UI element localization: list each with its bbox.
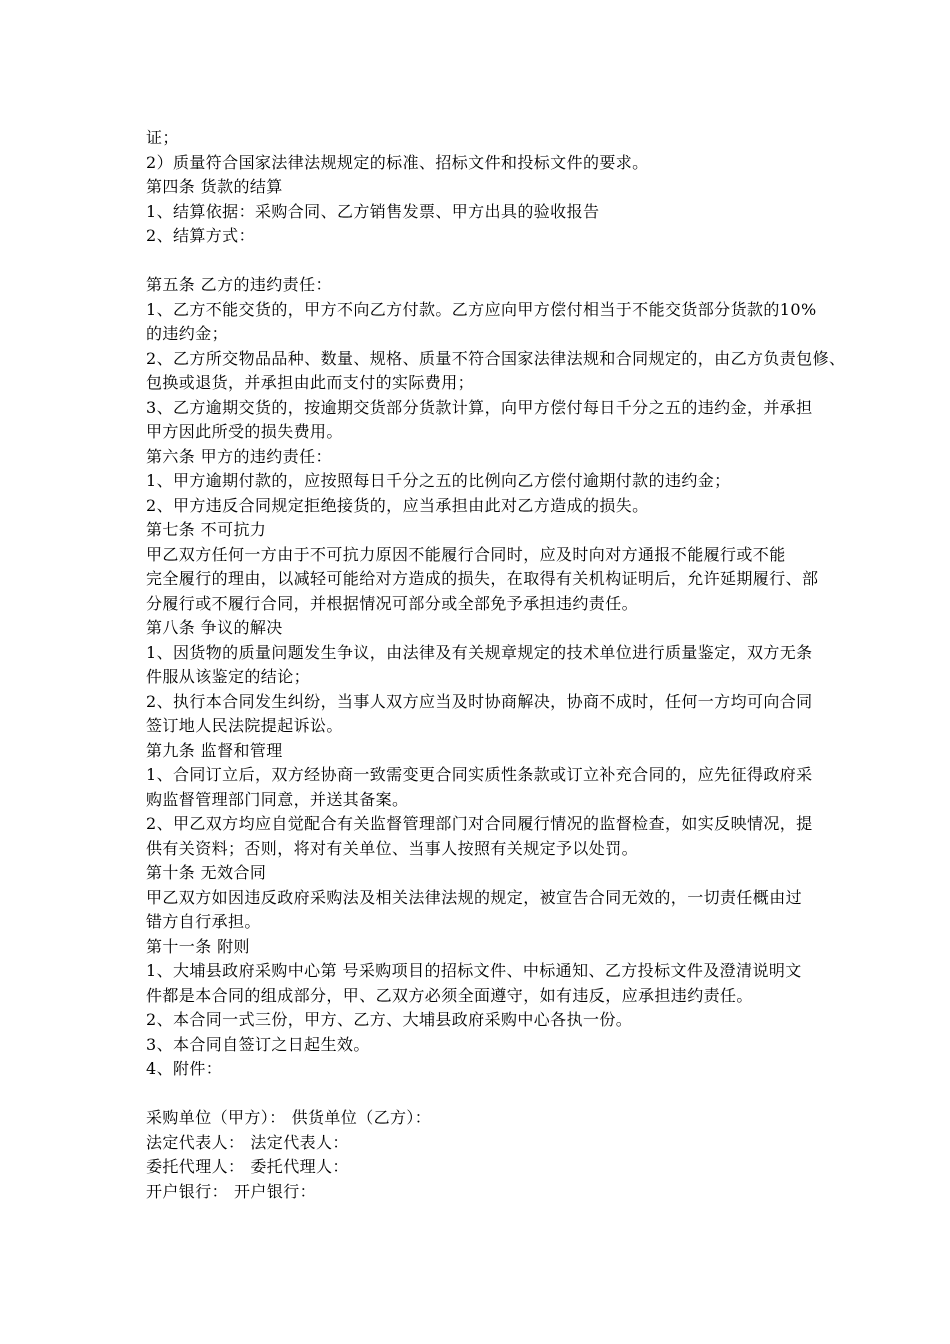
- clause-line: 4、附件：: [146, 1059, 223, 1078]
- signature-row-legal-rep: [146, 1131, 950, 1156]
- clause-line: 2、结算方式：: [146, 226, 255, 245]
- section-11-supplementary: [146, 935, 950, 1082]
- section-5-seller-liability: [146, 273, 950, 445]
- section-4-payment-settlement: [146, 175, 950, 249]
- signature-block: [146, 1106, 950, 1204]
- seller-field-label: 开户银行：: [234, 1181, 317, 1201]
- section-heading: 第五条 乙方的违约责任：: [146, 275, 332, 294]
- signature-row-bank: [146, 1180, 950, 1205]
- clause-line: 2、执行本合同发生纠纷，当事人双方应当及时协商解决，协商不成时，任何一方均可向合同: [146, 691, 813, 711]
- section-7-force-majeure: [146, 518, 950, 616]
- clause-line: 件服从该鉴定的结论；: [146, 667, 311, 686]
- clause-line: 甲乙双方如因违反政府采购法及相关法律法规的规定，被宣告合同无效的，一切责任概由过: [146, 887, 803, 907]
- clause-line: 供有关资料；否则，将对有关单位、当事人按照有关规定予以处罚。: [146, 838, 639, 858]
- section-heading: 第十一条 附则: [146, 936, 250, 956]
- section-heading: 第八条 争议的解决: [146, 618, 283, 637]
- signature-row-agent: [146, 1155, 950, 1180]
- section-9-supervision: [146, 739, 950, 862]
- clause-line: 1、合同订立后，双方经协商一致需变更合同实质性条款或订立补充合同的，应先征得政府采: [146, 765, 813, 784]
- clause-line: 2、本合同一式三份，甲方、乙方、大埔县政府采购中心各执一份。: [146, 1010, 633, 1029]
- section-heading: 第七条 不可抗力: [146, 520, 267, 539]
- clause-line: 3、本合同自签订之日起生效。: [146, 1034, 370, 1054]
- clause-line: 包换或退货，并承担由此而支付的实际费用；: [146, 373, 475, 392]
- buyer-field-label: 开户银行：: [146, 1181, 229, 1201]
- clause-line: 甲方因此所受的损失费用。: [146, 422, 343, 441]
- clause-line: 件都是本合同的组成部分，甲、乙双方必须全面遵守，如有违反，应承担违约责任。: [146, 985, 753, 1005]
- seller-field-label: 法定代表人：: [250, 1132, 349, 1152]
- clause-line: 2、甲乙双方均应自觉配合有关监督管理部门对合同履行情况的监督检查，如实反映情况，提: [146, 814, 813, 833]
- clause-line: 3、乙方逾期交货的，按逾期交货部分货款计算，向甲方偿付每日千分之五的违约金，并承担: [146, 397, 813, 417]
- clause-line: 2、乙方所交物品品种、数量、规格、质量不符合国家法律法规和合同规定的，由乙方负责包修、: [146, 348, 846, 368]
- blank-line: [146, 249, 950, 274]
- seller-field-label: 委托代理人：: [250, 1157, 349, 1176]
- clause-line: 1、结算依据：采购合同、乙方销售发票、甲方出具的验收报告: [146, 201, 600, 221]
- buyer-field-label: 委托代理人：: [146, 1157, 245, 1176]
- seller-field-label: 供货单位（乙方）：: [291, 1108, 432, 1127]
- clause-line: 购监督管理部门同意，并送其备案。: [146, 789, 409, 809]
- clause-line: 1、因货物的质量问题发生争议，由法律及有关规章规定的技术单位进行质量鉴定，双方无条: [146, 642, 813, 662]
- section-heading: 第十条 无效合同: [146, 863, 267, 882]
- clause-line: 2、甲方违反合同规定拒绝接货的，应当承担由此对乙方造成的损失。: [146, 495, 649, 515]
- clause-line: 1、甲方逾期付款的，应按照每日千分之五的比例向乙方偿付逾期付款的违约金；: [146, 471, 731, 490]
- blank-line: [146, 1082, 950, 1107]
- clause-line: 分履行或不履行合同，并根据情况可部分或全部免予承担违约责任。: [146, 593, 639, 613]
- clause-line: 的违约金；: [146, 324, 229, 343]
- buyer-field-label: 采购单位（甲方）：: [146, 1108, 286, 1127]
- intro-line: 2）质量符合国家法律法规规定的标准、招标文件和投标文件的要求。: [146, 152, 649, 172]
- section-10-invalid-contract: [146, 861, 950, 935]
- intro-line: 证；: [146, 128, 179, 147]
- clause-line: 错方自行承担。: [146, 912, 261, 931]
- clause-line: 完全履行的理由，以减轻可能给对方造成的损失，在取得有关机构证明后，允许延期履行、部: [146, 569, 819, 588]
- intro-block: [146, 126, 950, 175]
- section-heading: 第六条 甲方的违约责任：: [146, 446, 332, 466]
- section-heading: 第九条 监督和管理: [146, 740, 283, 760]
- clause-line: 甲乙双方任何一方由于不可抗力原因不能履行合同时，应及时向对方通报不能履行或不能: [146, 544, 786, 564]
- section-6-buyer-liability: [146, 445, 950, 519]
- buyer-field-label: 法定代表人：: [146, 1132, 245, 1152]
- clause-line: 1、乙方不能交货的，甲方不向乙方付款。乙方应向甲方偿付相当于不能交货部分货款的10%: [146, 299, 817, 319]
- clause-line: 签订地人民法院提起诉讼。: [146, 716, 343, 735]
- section-8-dispute-resolution: [146, 616, 950, 739]
- clause-line: 1、大埔县政府采购中心第 号采购项目的招标文件、中标通知、乙方投标文件及澄清说明文: [146, 961, 802, 980]
- signature-row-units: [146, 1106, 950, 1131]
- section-heading: 第四条 货款的结算: [146, 177, 283, 196]
